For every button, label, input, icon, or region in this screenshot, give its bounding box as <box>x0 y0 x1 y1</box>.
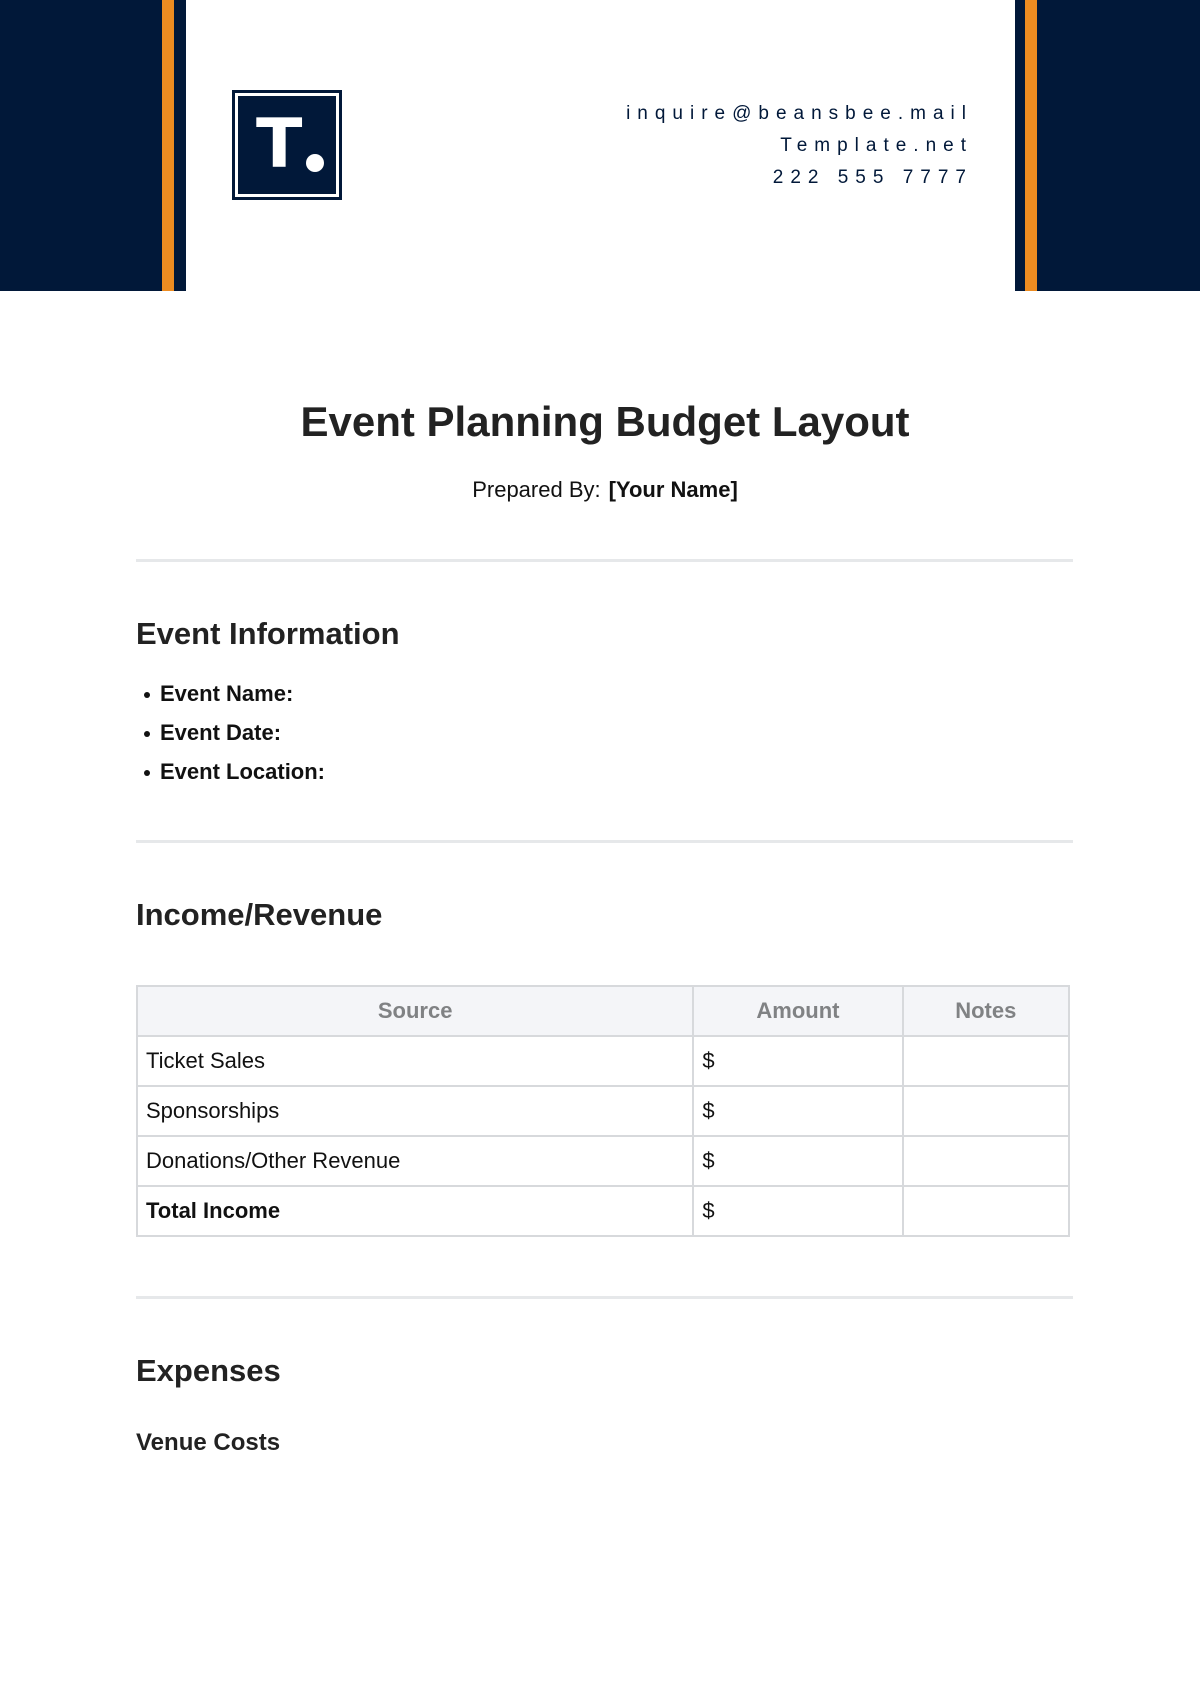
total-row <box>137 1186 1069 1236</box>
column-header-source: Source <box>137 986 693 1036</box>
logo-dot <box>306 154 324 172</box>
contact-email: inquire@beansbee.mail <box>626 103 973 124</box>
column-header-amount: Amount <box>693 986 902 1036</box>
contact-phone: 222 555 7777 <box>772 167 973 188</box>
table-row <box>137 1136 1069 1186</box>
document-header <box>0 0 1200 291</box>
amount-cell: $ <box>693 1036 902 1086</box>
amount-cell: $ <box>693 1086 902 1136</box>
source-cell: Sponsorships <box>137 1086 693 1136</box>
prepared-by-label: Prepared By: <box>472 477 601 502</box>
column-header-notes: Notes <box>903 986 1069 1036</box>
total-notes-cell <box>903 1186 1069 1236</box>
total-label-cell: Total Income <box>137 1186 693 1236</box>
list-item: Event Location: <box>136 757 325 796</box>
venue-costs-subheading: Venue Costs <box>136 1429 281 1456</box>
right-accent-stripe <box>1025 0 1037 291</box>
list-item: Event Date: <box>136 718 325 757</box>
source-cell: Ticket Sales <box>137 1036 693 1086</box>
right-header-band <box>1015 0 1200 291</box>
logo-letter: T <box>256 105 303 184</box>
contact-website: Template.net <box>780 135 973 156</box>
contact-block <box>626 98 973 194</box>
notes-cell <box>903 1136 1069 1186</box>
company-logo <box>232 90 342 200</box>
event-information-list <box>136 679 325 796</box>
event-information-heading: Event Information <box>136 616 400 651</box>
prepared-by <box>0 477 1200 503</box>
left-accent-stripe <box>162 0 174 291</box>
list-item: Event Name: <box>136 679 325 718</box>
document-title: Event Planning Budget Layout <box>300 398 910 445</box>
section-divider <box>136 840 1073 843</box>
expenses-heading: Expenses <box>136 1353 281 1388</box>
total-amount-cell: $ <box>693 1186 902 1236</box>
notes-cell <box>903 1036 1069 1086</box>
income-heading: Income/Revenue <box>136 897 383 932</box>
logo-mark <box>238 96 336 194</box>
amount-cell: $ <box>693 1136 902 1186</box>
notes-cell <box>903 1086 1069 1136</box>
table-header-row <box>137 986 1069 1036</box>
table-row <box>137 1036 1069 1086</box>
prepared-by-value: [Your Name] <box>608 477 738 502</box>
source-cell: Donations/Other Revenue <box>137 1136 693 1186</box>
table-row <box>137 1086 1069 1136</box>
income-table <box>136 985 1070 1237</box>
left-header-band <box>0 0 186 291</box>
section-divider <box>136 559 1073 562</box>
section-divider <box>136 1296 1073 1299</box>
